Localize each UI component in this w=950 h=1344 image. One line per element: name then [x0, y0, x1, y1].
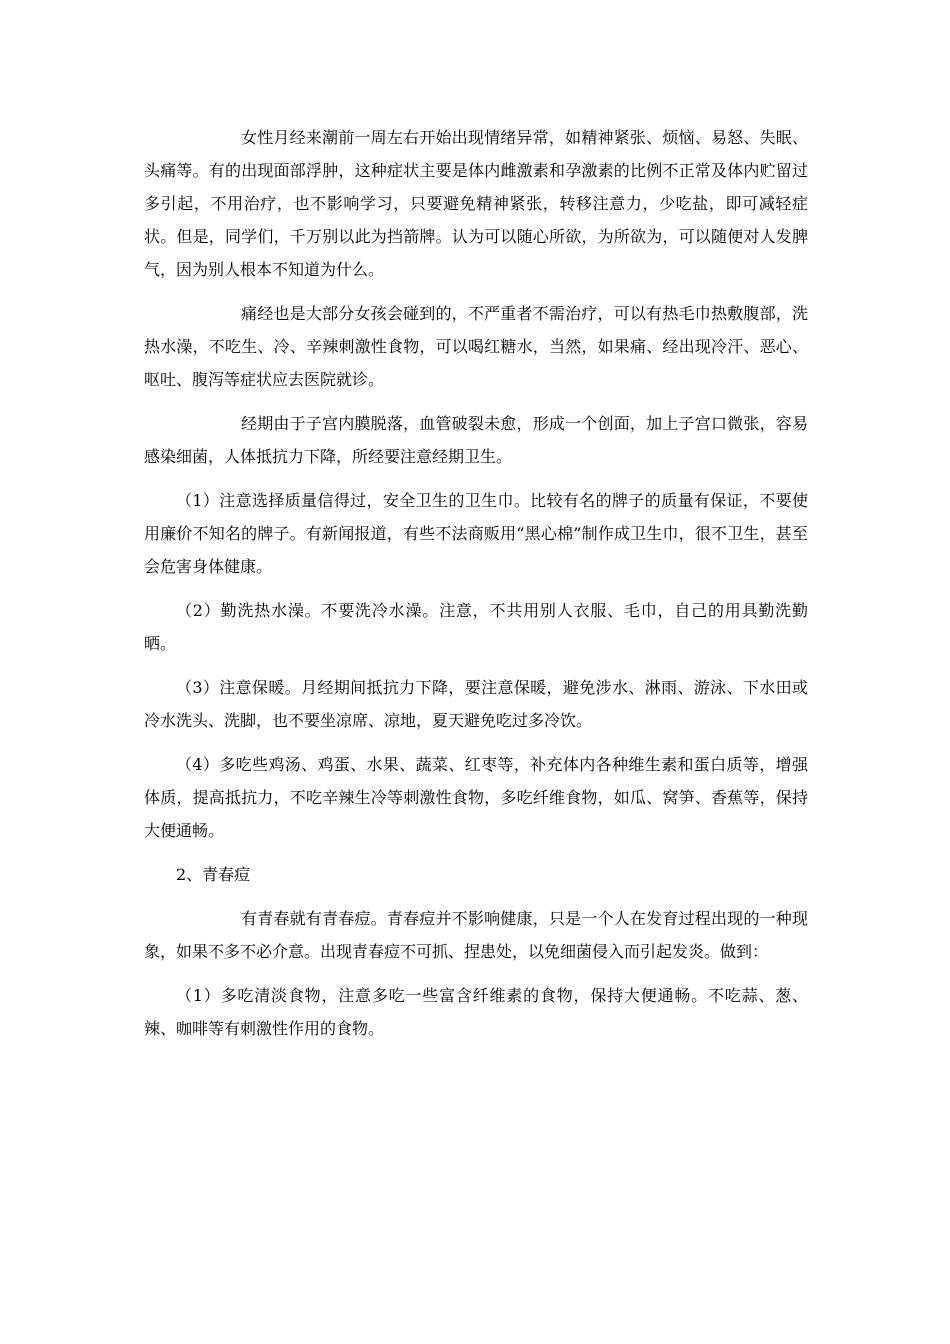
list-item-sanitary-pad: （1）注意选择质量信得过，安全卫生的卫生巾。比较有名的牌子的质量有保证，不要使用廉价不知名的牌子。有新闻报道，有些不法商贩用“黑心棉”制作成卫生巾，很不卫生，甚至会危害身体健康。 [144, 491, 808, 576]
document-body [144, 121, 808, 1056]
paragraph-dysmenorrhea: 痛经也是大部分女孩会碰到的，不严重者不需治疗，可以有热毛巾热敷腹部，洗热水澡，不吃生、冷、辛辣刺激性食物，可以喝红糖水，当然，如果痛、经出现冷汗、恶心、呕吐、腹泻等症状应去医院就诊。 [144, 304, 808, 389]
list-item-keep-warm: （3）注意保暖。月经期间抵抗力下降，要注意保暖，避免涉水、淋雨、游泳、下水田或冷水洗头、洗脚，也不要坐凉席、凉地，夏天避免吃过多冷饮。 [144, 678, 808, 730]
list-item-nutrition: （4）多吃些鸡汤、鸡蛋、水果、蔬菜、红枣等，补充体内各种维生素和蛋白质等，增强体质，提高抵抗力，不吃辛辣生冷等刺激性食物，多吃纤维食物，如瓜、窝笋、香蕉等，保持大便通畅。 [144, 755, 808, 840]
paragraph-hygiene-intro: 经期由于子宫内膜脱落，血管破裂未愈，形成一个创面，加上子宫口微张，容易感染细菌，人体抵抗力下降，所经要注意经期卫生。 [144, 414, 808, 466]
list-item-light-diet: （1）多吃清淡食物，注意多吃一些富含纤维素的食物，保持大便通畅。不吃蒜、葱、辣、咖啡等有刺激性作用的食物。 [144, 986, 808, 1038]
paragraph-premenstrual: 女性月经来潮前一周左右开始出现情绪异常，如精神紧张、烦恼、易怒、失眠、头痛等。有的出现面部浮肿，这种症状主要是体内雌激素和孕激素的比例不正常及体内贮留过多引起，不用治疗，也不影响学习，只要避免精神紧张，转移注意力，少吃盐，即可减轻症状。但是，同学们，千万别以此为挡箭牌。认为可以随心所欲，为所欲为，可以随便对人发脾气，因为别人根本不知道为什么。 [144, 128, 808, 279]
list-item-hot-bath: （2）勤洗热水澡。不要洗冷水澡。注意，不共用别人衣服、毛巾，自己的用具勤洗勤晒。 [144, 601, 808, 653]
section-heading-acne: 2、青春痘 [176, 865, 251, 884]
paragraph-acne-intro: 有青春就有青春痘。青春痘并不影响健康，只是一个人在发育过程出现的一种现象，如果不多不必介意。出现青春痘不可抓、捏患处，以免细菌侵入而引起发炎。做到： [144, 909, 808, 961]
